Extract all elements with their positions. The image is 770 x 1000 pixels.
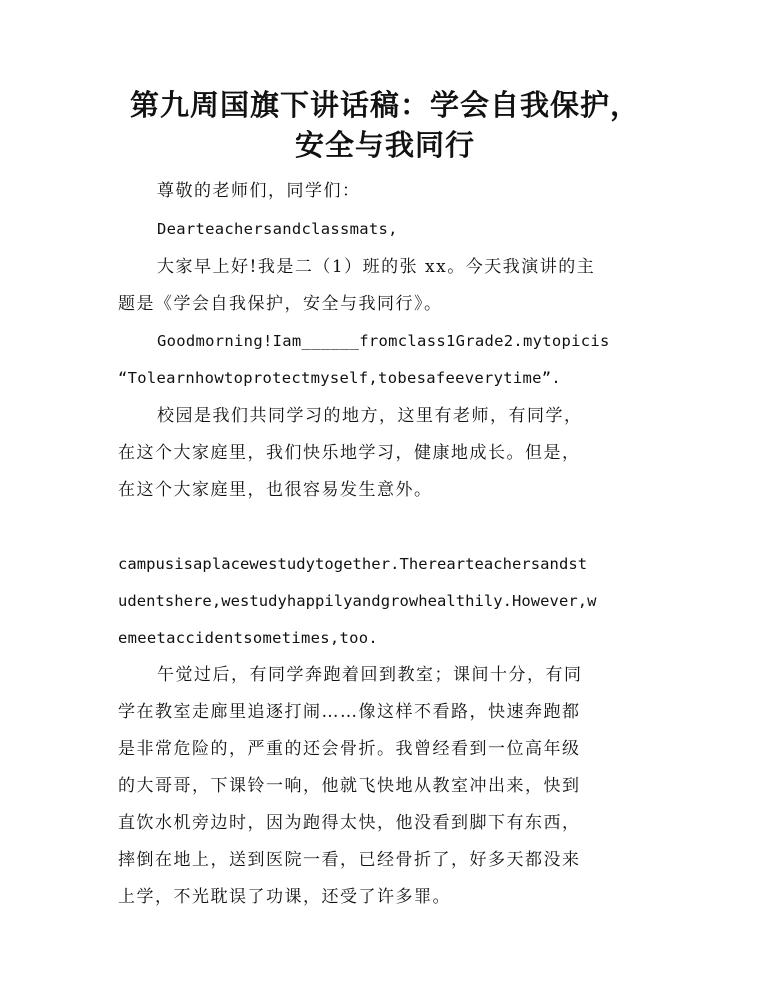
paragraph-line: 题是《学会自我保护，安全与我同行》。: [118, 294, 443, 314]
paragraph-line: 在这个大家庭里，我们快乐地学习，健康地成长。但是，: [118, 443, 581, 463]
paragraph-line: 在这个大家庭里，也很容易发生意外。: [118, 480, 433, 500]
paragraph-line-english: “Tolearnhowtoprotectmyself,tobesafeeverytime”.: [118, 369, 562, 387]
document-title-line-2: 安全与我同行: [294, 128, 475, 162]
salutation-english: Dearteachersandclassmats,: [157, 220, 398, 238]
paragraph-line: 摔倒在地上，送到医院一看，已经骨折了，好多天都没来: [118, 850, 581, 870]
paragraph-line-english: udentshere,westudyhappilyandgrowhealthily.However,w: [118, 592, 597, 610]
paragraph-line: 是非常危险的，严重的还会骨折。我曾经看到一位高年级: [118, 739, 581, 759]
paragraph-line: 上学，不光耽误了功课，还受了许多罪。: [118, 887, 451, 907]
paragraph-line-english: Goodmorning!Iam______fromclass1Grade2.mytopicis: [157, 332, 610, 350]
paragraph-line: 的大哥哥，下课铃一响，他就飞快地从教室冲出来，快到: [118, 776, 581, 796]
document-title-line-1: 第九周国旗下讲话稿：学会自我保护，: [129, 88, 640, 122]
paragraph-line: 学在教室走廊里追逐打闹……像这样不看路，快速奔跑都: [118, 702, 581, 722]
paragraph-line: 午觉过后，有同学奔跑着回到教室；课间十分，有同: [157, 665, 583, 685]
paragraph-line-english: emeetaccidentsometimes,too.: [118, 629, 379, 647]
paragraph-line: 大家早上好!我是二（1）班的张 xx。今天我演讲的主: [157, 257, 596, 277]
paragraph-line-english: campusisaplacewestudytogether.Therearteachersandst: [118, 555, 588, 573]
paragraph-line: 校园是我们共同学习的地方，这里有老师，有同学，: [157, 406, 583, 426]
paragraph-line: 直饮水机旁边时，因为跑得太快，他没看到脚下有东西，: [118, 813, 581, 833]
salutation-chinese: 尊敬的老师们，同学们：: [157, 181, 361, 201]
